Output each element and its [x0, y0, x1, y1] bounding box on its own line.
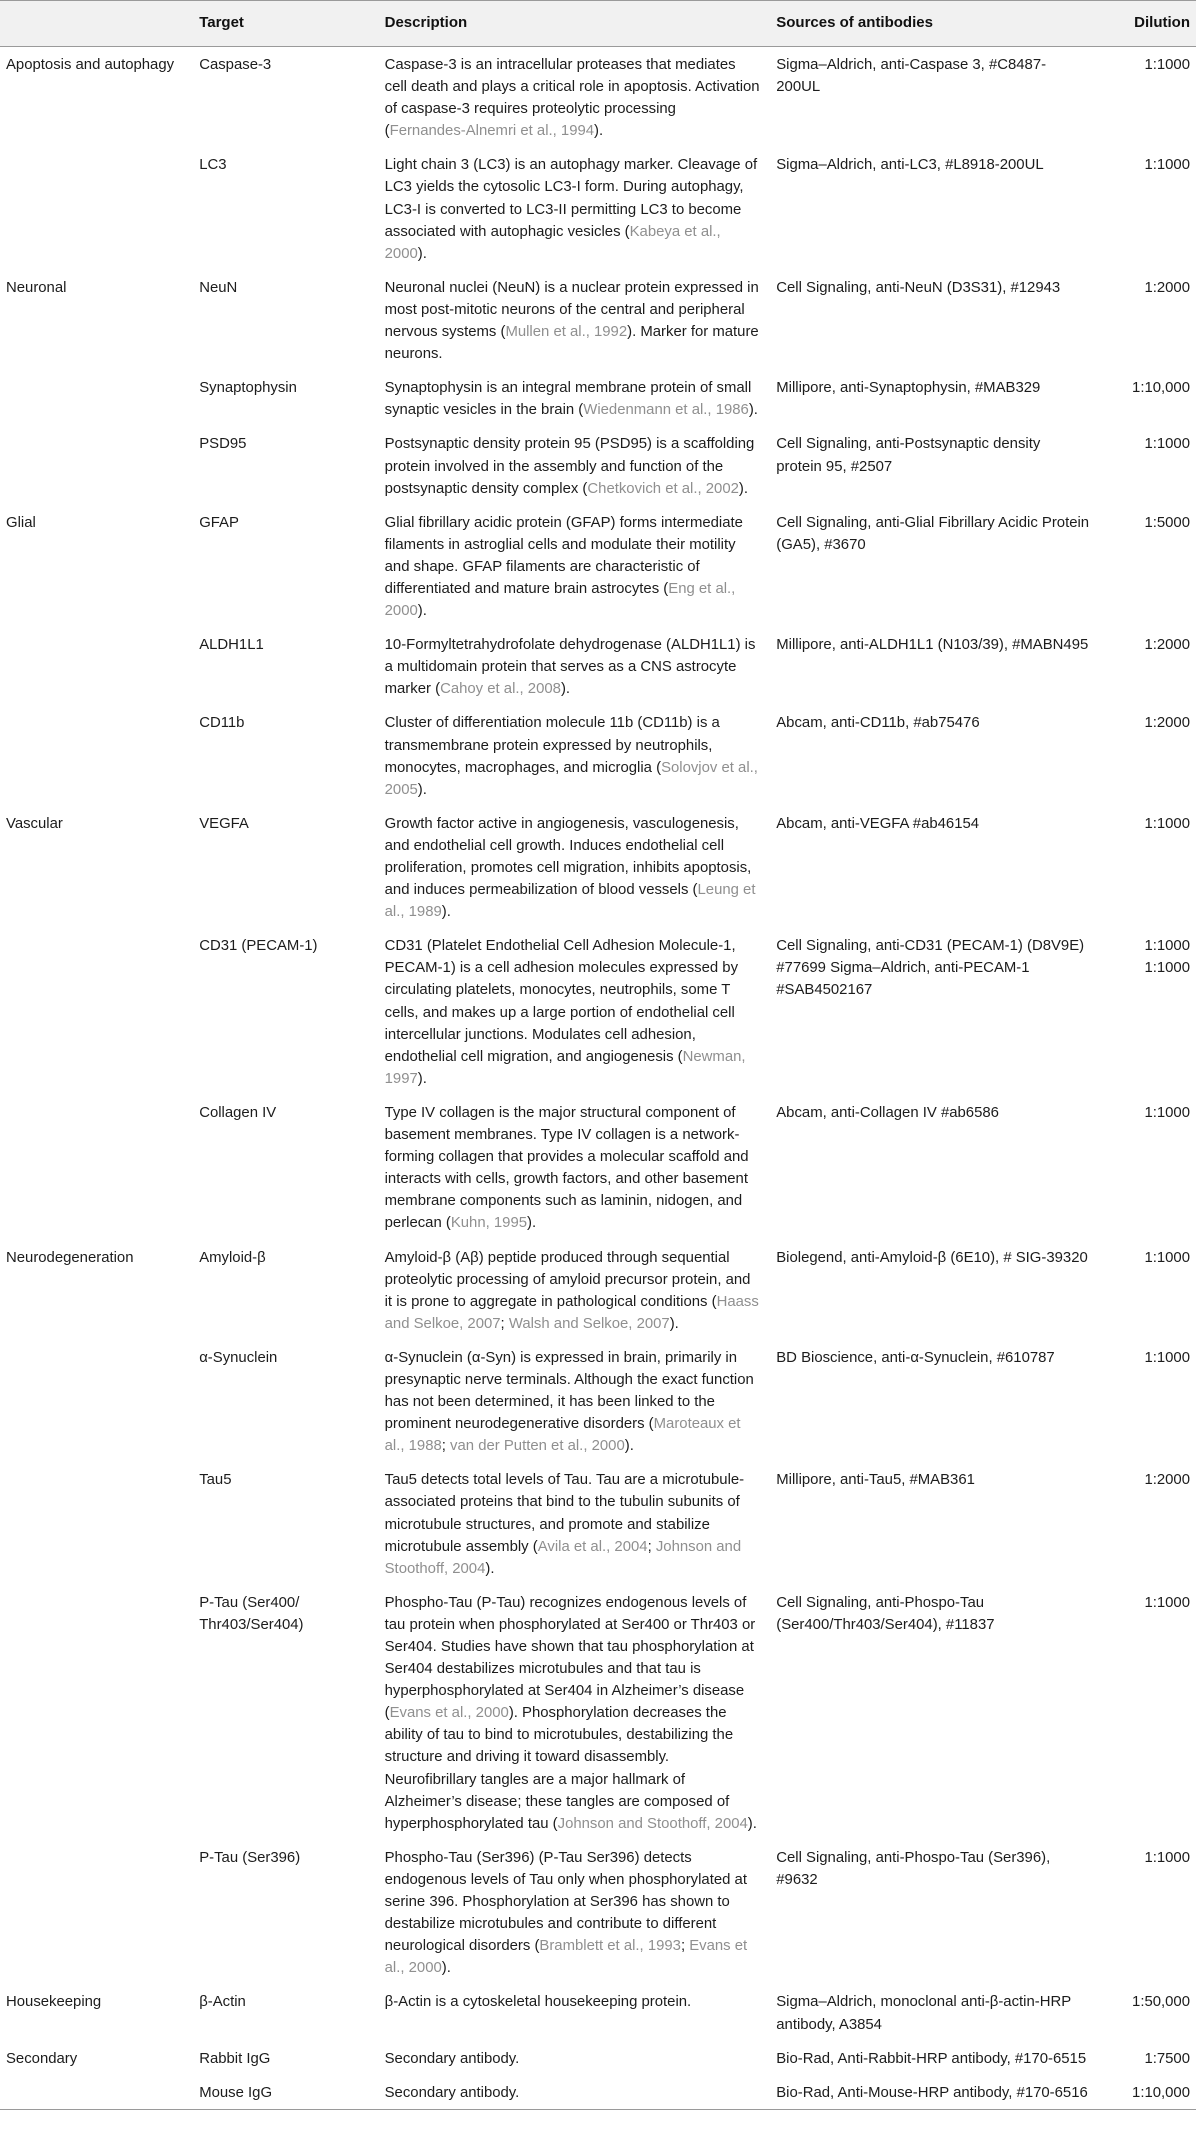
table-row: [0, 147, 1196, 269]
table-row: [0, 1095, 1196, 1240]
dilution-cell: [1097, 47, 1196, 148]
category-cell: [0, 627, 191, 705]
source-cell: Cell Signaling, anti-NeuN (D3S31), #12943: [776, 279, 1061, 296]
dilution-cell: [1097, 2041, 1196, 2075]
description-cell: [377, 928, 769, 1095]
category-cell: [0, 1462, 191, 1584]
target-cell: Synaptophysin: [199, 380, 297, 397]
target-cell: α-Synuclein: [199, 1349, 278, 1366]
reference-link: Johnson and Stoothoff, 2004: [557, 1815, 748, 1832]
table-row: [0, 505, 1196, 627]
target-cell: GFAP: [199, 514, 239, 531]
source-cell: Cell Signaling, anti-Phospo-Tau (Ser400/Thr403/Ser404), #11837: [776, 1594, 995, 1633]
category-cell: [0, 1840, 191, 1985]
dilution-value: 1:1000: [1144, 1594, 1190, 1611]
description-text: ).: [624, 1438, 634, 1455]
description-text: ).: [527, 1215, 537, 1232]
category-cell: Glial: [6, 514, 36, 531]
dilution-cell: [1097, 147, 1196, 269]
source-cell: Bio-Rad, Anti-Mouse-HRP antibody, #170-6516: [768, 2075, 1097, 2110]
description-cell: [377, 47, 769, 148]
description-cell: [377, 2041, 769, 2075]
description-cell: [377, 806, 769, 928]
description-text: ).: [738, 480, 748, 497]
description-cell: [377, 627, 769, 705]
dilution-value: 1:1000: [1144, 938, 1190, 955]
category-cell: [0, 2075, 191, 2110]
category-cell: [0, 705, 191, 805]
category-cell: Housekeeping: [6, 1994, 102, 2011]
description-text: ). Marker for mature neurons.: [384, 324, 759, 363]
dilution-value: 1:10,000: [1132, 2084, 1190, 2101]
source-cell: Sigma–Aldrich, anti-LC3, #L8918-200UL: [776, 157, 1044, 174]
description-text: Growth factor active in angiogenesis, vasculogenesis, and endothelial cell growth. Induces endothelial cell proliferation, promotes cell migration, inhibits apoptosis, and induces permeabilization of blood vessels (: [384, 815, 752, 899]
target-cell: ALDH1L1: [199, 637, 264, 654]
description-text: Cluster of differentiation molecule 11b (CD11b) is a transmembrane protein expressed by neutrophils, monocytes, macrophages, and microglia (: [384, 715, 720, 776]
description-text: 10-Formyltetrahydrofolate dehydrogenase (ALDH1L1) is a multidomain protein that serves as a CNS astrocyte marker (: [384, 637, 756, 698]
reference-link: Eng et al., 2000: [384, 580, 736, 620]
dilution-cell: [1097, 1340, 1196, 1462]
description-text: ;: [680, 1938, 690, 1955]
description-cell: [377, 1462, 769, 1584]
description-text: ).: [594, 123, 604, 140]
dilution-value: 1:1000: [1144, 157, 1190, 174]
description-text: ).: [669, 1315, 679, 1332]
description-text: Neuronal nuclei (NeuN) is a nuclear protein expressed in most post-mitotic neurons of the central and peripheral nervous systems (: [384, 279, 759, 341]
description-text: Type IV collagen is the major structural component of basement membranes. Type IV collagen is a network-forming collagen that provides a molecular scaffold and interacts with cells, growth factors, and other basement membrane components such as laminin, nidogen, and perlecan (: [384, 1104, 749, 1232]
description-text: ;: [441, 1438, 451, 1455]
source-cell: Cell Signaling, anti-CD31 (PECAM-1) (D8V9E) #77699 Sigma–Aldrich, anti-PECAM-1 #SAB4502167: [776, 938, 1085, 999]
target-cell: Tau5: [199, 1472, 232, 1489]
dilution-cell: [1097, 426, 1196, 504]
table-row: [0, 370, 1196, 426]
table-header: [0, 1, 1196, 47]
reference-link: Kuhn, 1995: [450, 1215, 528, 1232]
table-row: [0, 928, 1196, 1095]
dilution-value: 1:1000: [1144, 436, 1190, 453]
dilution-value: 1:2000: [1144, 715, 1190, 732]
description-cell: [377, 1840, 769, 1985]
target-cell: PSD95: [199, 436, 247, 453]
dilution-cell: [1097, 270, 1196, 370]
description-text: ). Phosphorylation decreases the ability of tau to bind to microtubules, destabilizing the structure and driving it toward disassembly. Neurofibrillary tangles are a major hallmark of Alzheimer’s disease; these tangles are composed of hyperphosphorylated tau (: [384, 1705, 734, 1832]
description-cell: [377, 1585, 769, 1840]
description-text: Light chain 3 (LC3) is an autophagy marker. Cleavage of LC3 yields the cytosolic LC3-I form. During autophagy, LC3-I is converted to LC3-II permitting LC3 to become associated with autophagic vesicles (: [384, 157, 758, 240]
dilution-value: 1:2000: [1144, 279, 1190, 296]
dilution-cell: [1097, 1240, 1196, 1340]
description-cell: [377, 1984, 769, 2040]
dilution-cell: [1097, 1585, 1196, 1840]
reference-link: Leung et al., 1989: [384, 882, 756, 921]
category-cell: [0, 1095, 191, 1240]
category-cell: [0, 147, 191, 269]
reference-link: Kabeya et al., 2000: [384, 223, 721, 262]
description-text: ).: [417, 1070, 427, 1087]
table-body: [0, 47, 1196, 2110]
dilution-cell: [1097, 2075, 1196, 2110]
category-cell: [0, 928, 191, 1095]
dilution-value: 1:1000: [1144, 815, 1190, 832]
target-cell: CD31 (PECAM-1): [199, 938, 318, 955]
description-cell: [377, 370, 769, 426]
reference-link: Johnson and Stoothoff, 2004: [384, 1538, 742, 1577]
header-dilution: Dilution: [1097, 1, 1196, 47]
target-cell: Mouse IgG: [191, 2075, 376, 2110]
description-text: ).: [417, 781, 427, 798]
table-row: [0, 1585, 1196, 1840]
dilution-value: 1:1000: [1144, 960, 1190, 977]
target-cell: CD11b: [199, 715, 245, 732]
source-cell: Abcam, anti-Collagen IV #ab6586: [776, 1104, 999, 1121]
description-cell: [377, 705, 769, 805]
description-text: Phospho-Tau (Ser396) (P-Tau Ser396) detects endogenous levels of Tau only when phosphorylated at serine 396. Phosphorylation at Ser396 has shown to destabilize microtubules and contribute to different neurological disorders (: [384, 1849, 747, 1955]
target-cell: Rabbit IgG: [199, 2050, 271, 2067]
description-cell: [377, 2075, 769, 2110]
table-row: [0, 2041, 1196, 2075]
description-cell: [377, 270, 769, 370]
description-text: Synaptophysin is an integral membrane protein of small synaptic vesicles in the brain (: [384, 380, 752, 419]
source-cell: Cell Signaling, anti-Phospo-Tau (Ser396), #9632: [776, 1849, 1051, 1888]
source-cell: Abcam, anti-CD11b, #ab75476: [776, 715, 980, 732]
header-category: [0, 1, 191, 47]
table-row: [0, 705, 1196, 805]
source-cell: Millipore, anti-ALDH1L1 (N103/39), #MABN495: [776, 637, 1089, 654]
reference-link: van der Putten et al., 2000: [450, 1438, 625, 1455]
dilution-value: 1:50,000: [1132, 1994, 1190, 2011]
source-cell: Sigma–Aldrich, anti-Caspase 3, #C8487-200UL: [776, 57, 1047, 96]
description-text: ).: [417, 603, 427, 620]
category-cell: Secondary: [6, 2050, 78, 2067]
description-text: Glial fibrillary acidic protein (GFAP) forms intermediate filaments in astroglial cells and modulate their motility and shape. GFAP filaments are characteristic of differentiated and mature brain astrocytes (: [384, 514, 743, 597]
description-text: ).: [747, 1815, 757, 1832]
description-text: Caspase-3 is an intracellular proteases that mediates cell death and plays a critical role in apoptosis. Activation of caspase-3 requires proteolytic processing (: [384, 57, 760, 140]
category-cell: Vascular: [6, 815, 63, 832]
source-cell: Cell Signaling, anti-Glial Fibrillary Acidic Protein (GA5), #3670: [776, 514, 1090, 553]
source-cell: Abcam, anti-VEGFA #ab46154: [776, 815, 980, 832]
description-text: Postsynaptic density protein 95 (PSD95) is a scaffolding protein involved in the assembly and function of the postsynaptic density complex (: [384, 436, 755, 497]
source-cell: Millipore, anti-Tau5, #MAB361: [776, 1472, 975, 1489]
table-row: [0, 627, 1196, 705]
dilution-cell: [1097, 627, 1196, 705]
description-text: Secondary antibody.: [384, 2050, 520, 2067]
target-cell: LC3: [199, 157, 227, 174]
description-text: Tau5 detects total levels of Tau. Tau are a microtubule-associated proteins that bind to the tubulin subunits of microtubule structures, and promote and stabilize microtubule assembly (: [384, 1472, 745, 1555]
table-row: [0, 270, 1196, 370]
description-cell: [377, 147, 769, 269]
description-text: CD31 (Platelet Endothelial Cell Adhesion Molecule-1, PECAM-1) is a cell adhesion molecules expressed by circulating platelets, monocytes, neutrophils, some T cells, and makes up a large portion of endothelial cell intercellular junctions. Modulates cell adhesion, endothelial cell migration, and angiogenesis (: [384, 938, 739, 1065]
description-cell: [377, 426, 769, 504]
dilution-cell: [1097, 928, 1196, 1095]
source-cell: Biolegend, anti-Amyloid-β (6E10), # SIG-39320: [776, 1249, 1088, 1266]
dilution-cell: [1097, 1462, 1196, 1584]
dilution-cell: [1097, 370, 1196, 426]
description-text: ).: [441, 1960, 451, 1977]
header-sources: Sources of antibodies: [768, 1, 1097, 47]
dilution-cell: [1097, 1095, 1196, 1240]
dilution-value: 1:10,000: [1132, 380, 1190, 397]
reference-link: Evans et al., 2000: [389, 1705, 509, 1722]
reference-link: Walsh and Selkoe, 2007: [508, 1315, 670, 1332]
table-row: [0, 47, 1196, 148]
table-row: [0, 1240, 1196, 1340]
category-cell: Apoptosis and autophagy: [6, 57, 175, 73]
target-cell: VEGFA: [199, 815, 249, 832]
table-row: [0, 426, 1196, 504]
category-cell: Neuronal: [6, 279, 67, 296]
dilution-cell: [1097, 1984, 1196, 2040]
source-cell: Cell Signaling, anti-Postsynaptic density protein 95, #2507: [776, 436, 1041, 475]
header-description: Description: [377, 1, 769, 47]
description-text: ;: [500, 1315, 509, 1332]
header-row: [0, 1, 1196, 47]
reference-link: Haass and Selkoe, 2007: [384, 1293, 759, 1332]
category-cell: [0, 426, 191, 504]
reference-link: Evans et al., 2000: [384, 1938, 748, 1977]
description-text: ).: [485, 1560, 495, 1577]
dilution-value: 1:5000: [1144, 514, 1190, 531]
target-cell: β-Actin: [199, 1994, 246, 2011]
description-cell: [377, 1340, 769, 1462]
dilution-value: 1:1000: [1144, 1104, 1190, 1121]
description-text: ).: [560, 681, 571, 698]
dilution-cell: [1097, 705, 1196, 805]
reference-link: Mullen et al., 1992: [505, 324, 628, 341]
description-text: Secondary antibody.: [384, 2084, 520, 2101]
description-text: ;: [647, 1538, 656, 1555]
dilution-cell: [1097, 505, 1196, 627]
table-row: [0, 1984, 1196, 2040]
description-cell: [377, 1095, 769, 1240]
category-cell: [0, 370, 191, 426]
table-row: [0, 1340, 1196, 1462]
table-row: [0, 1462, 1196, 1584]
dilution-value: 1:1000: [1144, 1849, 1190, 1866]
category-cell: [0, 1585, 191, 1840]
dilution-value: 1:2000: [1144, 1472, 1190, 1489]
table-row: [0, 2075, 1196, 2110]
description-text: Amyloid-β (Aβ) peptide produced through sequential proteolytic processing of amyloid precursor protein, and it is prone to aggregate in pathological conditions (: [384, 1249, 751, 1310]
reference-link: Bramblett et al., 1993: [539, 1938, 681, 1955]
dilution-value: 1:2000: [1144, 637, 1190, 654]
dilution-value: 1:1000: [1144, 57, 1190, 73]
description-text: α-Synuclein (α-Syn) is expressed in brain, primarily in presynaptic nerve terminals. Although the exact function has not been determined, it has been linked to the prominent neurodegenerative disorders (: [384, 1349, 754, 1433]
source-cell: Sigma–Aldrich, monoclonal anti-β-actin-HRP antibody, A3854: [776, 1994, 1071, 2033]
dilution-value: 1:7500: [1144, 2050, 1190, 2067]
target-cell: Collagen IV: [199, 1104, 277, 1121]
dilution-value: 1:1000: [1144, 1349, 1190, 1366]
reference-link: Solovjov et al., 2005: [384, 759, 758, 798]
category-cell: [0, 1340, 191, 1462]
reference-link: Cahoy et al., 2008: [440, 681, 561, 698]
table-row: [0, 1840, 1196, 1985]
target-cell: P-Tau (Ser396): [199, 1849, 301, 1866]
reference-link: Chetkovich et al., 2002: [587, 480, 739, 497]
source-cell: Bio-Rad, Anti-Rabbit-HRP antibody, #170-6515: [776, 2050, 1087, 2067]
target-cell: Caspase-3: [199, 57, 272, 73]
description-text: ).: [441, 904, 451, 921]
reference-link: Maroteaux et al., 1988: [384, 1416, 741, 1455]
source-cell: Millipore, anti-Synaptophysin, #MAB329: [776, 380, 1041, 397]
description-text: ).: [417, 245, 427, 262]
dilution-value: 1:1000: [1144, 1249, 1190, 1266]
table-row: [0, 806, 1196, 928]
target-cell: P-Tau (Ser400/ Thr403/Ser404): [199, 1594, 304, 1633]
reference-link: Newman, 1997: [384, 1048, 746, 1087]
category-cell: Neurodegeneration: [6, 1249, 134, 1266]
reference-link: Fernandes-Alnemri et al., 1994: [389, 123, 595, 140]
description-text: Phospho-Tau (P-Tau) recognizes endogenous levels of tau protein when phosphorylated at Ser400 or Thr403 or Ser404. Studies have shown that tau phosphorylation at Ser404 destabilizes microtubules and that tau is hyperphosphorylated at Ser404 in Alzheimer’s disease (: [384, 1594, 756, 1722]
description-cell: [377, 1240, 769, 1340]
description-cell: [377, 505, 769, 627]
target-cell: Amyloid-β: [199, 1249, 266, 1266]
source-cell: BD Bioscience, anti-α-Synuclein, #610787: [776, 1349, 1055, 1366]
dilution-cell: [1097, 806, 1196, 928]
reference-link: Wiedenmann et al., 1986: [583, 402, 749, 419]
description-text: β-Actin is a cytoskeletal housekeeping protein.: [384, 1994, 692, 2011]
target-cell: NeuN: [199, 279, 238, 296]
header-target: Target: [191, 1, 376, 47]
description-text: ).: [748, 402, 758, 419]
reference-link: Avila et al., 2004: [537, 1538, 648, 1555]
dilution-cell: [1097, 1840, 1196, 1985]
